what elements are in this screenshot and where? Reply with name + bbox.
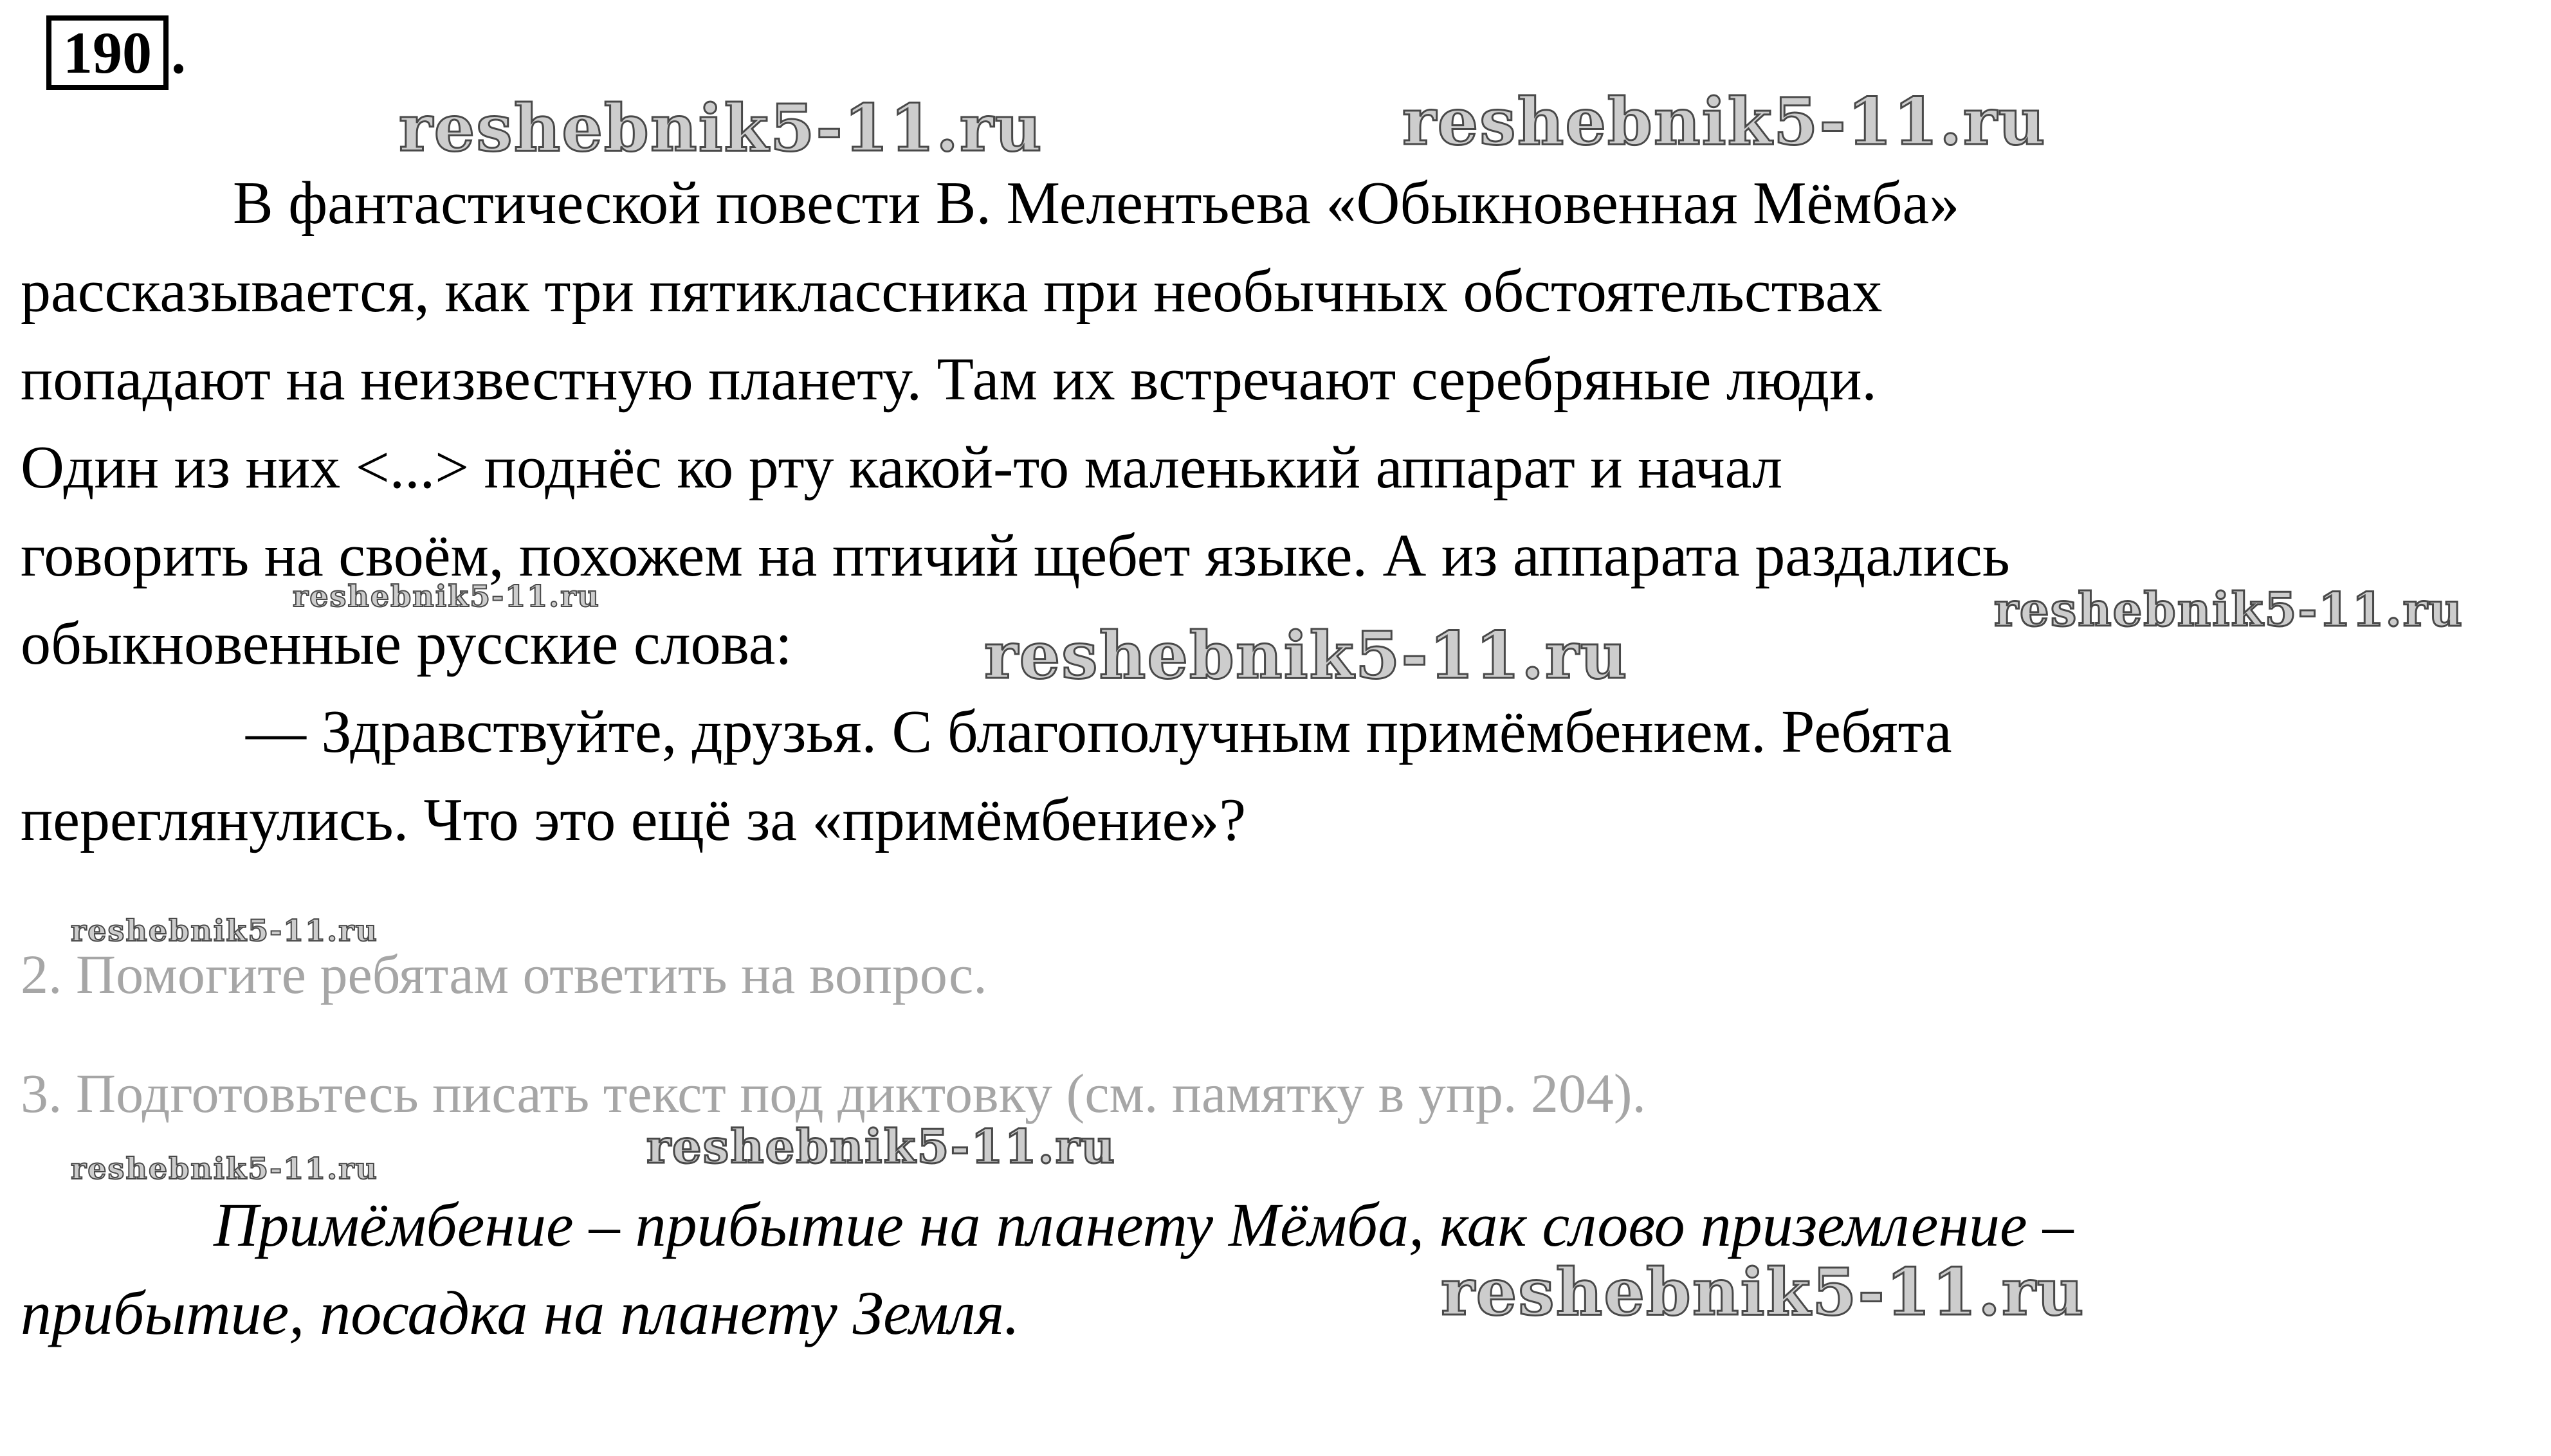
text-line: рассказывается, как три пятиклассника при необычных обстоятельствах: [21, 258, 1883, 325]
watermark: reshebnik5-11.ru: [1402, 84, 2047, 159]
text-line: попадают на неизвестную планету. Там их встречают серебряные люди.: [21, 346, 1877, 413]
exercise-text: [21, 159, 2529, 864]
answer-line: прибытие, посадка на планету Земля.: [21, 1279, 1020, 1347]
text-line: обыкновенные русские слова:: [21, 610, 792, 677]
watermark: reshebnik5-11.ru: [646, 1119, 1116, 1174]
watermark: reshebnik5-11.ru: [71, 913, 378, 948]
exercise-number-box: 190: [46, 15, 169, 90]
task-2: 2. Помогите ребятам ответить на вопрос.: [21, 943, 987, 1005]
watermark: reshebnik5-11.ru: [293, 579, 600, 614]
watermark: reshebnik5-11.ru: [984, 617, 1629, 693]
watermark: reshebnik5-11.ru: [1994, 582, 2464, 637]
text-line: переглянулись. Что это ещё за «примёмбение»?: [21, 787, 1247, 853]
watermark: reshebnik5-11.ru: [1441, 1254, 2085, 1330]
text-line: Один из них <...> поднёс ко рту какой-то маленький аппарат и начал: [21, 434, 1783, 501]
text-line: В фантастической повести В. Мелентьева «Обыкновенная Мёмба»: [233, 170, 1960, 237]
exercise-number: [46, 18, 186, 87]
answer-text: [21, 1181, 2542, 1357]
watermark: reshebnik5-11.ru: [71, 1151, 378, 1186]
exercise-number-dot: .: [171, 20, 186, 86]
watermark: reshebnik5-11.ru: [399, 90, 1043, 166]
task-3: 3. Подготовьтесь писать текст под диктовку (см. памятку в упр. 204).: [21, 1062, 1647, 1124]
text-line: — Здравствуйте, друзья. С благополучным примёмбением. Ребята: [246, 698, 1952, 765]
text-line: говорить на своём, похожем на птичий щебет языке. А из аппарата раздались: [21, 522, 2010, 589]
answer-line: Примёмбение – прибытие на планету Мёмба, как слово приземление –: [214, 1190, 2074, 1259]
